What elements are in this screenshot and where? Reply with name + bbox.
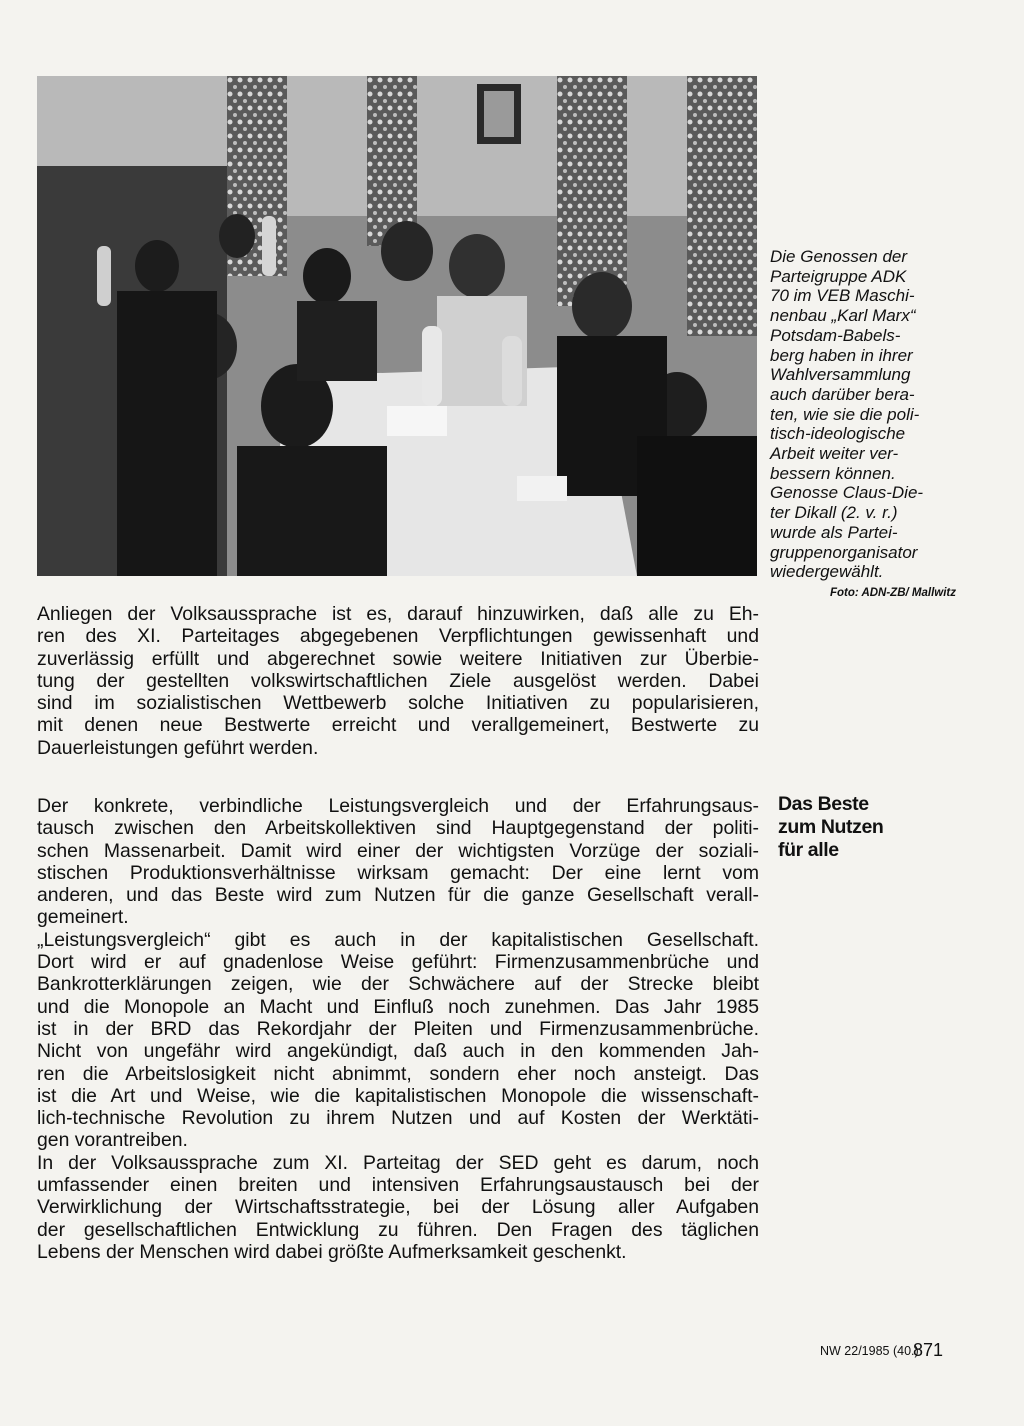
text-line: zum Nutzen — [778, 816, 884, 838]
page-number: 871 — [913, 1340, 944, 1360]
text-line: ren die Arbeitslosigkeit nicht abnimmt, sondern eher noch ansteigt. Das — [37, 1062, 759, 1085]
text-line: ist die Art und Weise, wie die kapitalistischen Monopole die wissenschaft- — [37, 1084, 759, 1107]
text-line: ist in der BRD das Rekordjahr der Pleiten und Firmenzusammenbrüche. — [37, 1017, 759, 1040]
text-line: umfassender einen breiten und intensiven Erfahrungsaustausch bei der — [37, 1174, 759, 1197]
text-line: der gesellschaftlichen Entwicklung zu führen. Den Fragen des täglichen — [37, 1218, 759, 1241]
text-line: Bankrotterklärungen zeigen, wie der Schwächere auf der Strecke bleibt — [37, 973, 759, 996]
photo-credit: Foto: ADN-ZB/ Mallwitz — [829, 586, 956, 599]
text-line: Der konkrete, verbindliche Leistungsvergleich und der Erfahrungsaus- — [37, 795, 759, 817]
text-line: zuverlässig erfüllt und abgerechnet sowie weitere Initiativen zur Überbie- — [37, 647, 759, 670]
text-line: gen vorantreiben. — [37, 1129, 188, 1152]
text-line: „Leistungsvergleich“ gibt es auch in der kapitalistischen Gesellschaft. — [37, 928, 759, 951]
text-line: ren des XI. Parteitages abgegebenen Verpflichtungen gewissenhaft und — [37, 625, 759, 648]
caption-text — [770, 247, 966, 582]
text-line: wiedergewählt. — [770, 562, 884, 582]
text-line: ten, wie sie die poli- — [770, 404, 920, 424]
text-line: Nicht von ungefähr wird angekündigt, daß auch in den kommenden Jah- — [37, 1040, 759, 1063]
text-line: ter Dikall (2. v. r.) — [770, 503, 898, 523]
text-line: Anliegen der Volksaussprache ist es, darauf hinzuwirken, daß alle zu Eh- — [37, 603, 759, 625]
text-line: gruppenorganisator — [770, 542, 918, 562]
body-paragraph-1 — [37, 603, 759, 759]
text-line: mit denen neue Bestwerte erreicht und verallgemeinert, Bestwerte zu — [37, 714, 759, 737]
text-line: Die Genossen der — [770, 247, 908, 266]
photo-caption — [770, 247, 966, 604]
meeting-photo — [37, 76, 757, 576]
text-line: berg haben in ihrer — [770, 345, 913, 365]
text-line: Parteigruppe ADK — [770, 266, 907, 286]
text-line: gemeinert. — [37, 906, 129, 929]
text-line: Potsdam-Babels- — [770, 325, 901, 345]
text-line: tisch-ideologische — [770, 424, 906, 444]
text-line: tung der gestellten volkswirtschaftlichen Ziele ausgelöst werden. Dabei — [37, 669, 759, 692]
text-line: 70 im VEB Maschi- — [770, 286, 915, 306]
text-line: tausch zwischen den Arbeitskollektiven sind Hauptgegenstand der politi- — [37, 817, 759, 840]
text-line: für alle — [778, 839, 839, 861]
text-line: wurde als Partei- — [770, 522, 898, 542]
text-line: anderen, und das Beste wird zum Nutzen für die ganze Gesellschaft verall- — [37, 884, 759, 907]
text-line: Arbeit weiter ver- — [770, 444, 899, 464]
text-line: Wahlversammlung — [770, 365, 911, 385]
text-line: auch darüber bera- — [770, 384, 915, 404]
text-line: bessern können. — [770, 463, 896, 483]
text-line: Genosse Claus-Die- — [770, 483, 924, 503]
text-line: lich-technische Revolution zu ihrem Nutzen und auf Kosten der Werktäti- — [37, 1107, 759, 1130]
text-line: stischen Produktionsverhältnisse wirksam gemacht: Der eine lernt vom — [37, 861, 759, 884]
text-line: In der Volksaussprache zum XI. Parteitag der SED geht es darum, noch — [37, 1151, 759, 1174]
body-paragraph-2 — [37, 795, 759, 1263]
text-line: und die Monopole an Macht und Einfluß noch zunehmen. Das Jahr 1985 — [37, 995, 759, 1018]
text-line: Das Beste — [778, 793, 869, 815]
text-line: Lebens der Menschen wird dabei größte Aufmerksamkeit geschenkt. — [37, 1240, 627, 1263]
text-line: Dauerleistungen geführt werden. — [37, 736, 319, 759]
text-line: Dort wird er auf gnadenlose Weise geführt: Firmenzusammenbrüche und — [37, 951, 759, 974]
text-line: nenbau „Karl Marx“ — [770, 306, 916, 326]
side-heading — [778, 793, 883, 862]
issue-reference: NW 22/1985 (40.) — [820, 1344, 919, 1358]
text-line: Verwirklichung der Wirtschaftsstrategie, bei der Lösung aller Aufgaben — [37, 1196, 759, 1219]
text-line: sind im sozialistischen Wettbewerb solche Initiativen zu popularisieren, — [37, 692, 759, 715]
text-line: schen Massenarbeit. Damit wird einer der wichtigsten Vorzüge der soziali- — [37, 839, 759, 862]
